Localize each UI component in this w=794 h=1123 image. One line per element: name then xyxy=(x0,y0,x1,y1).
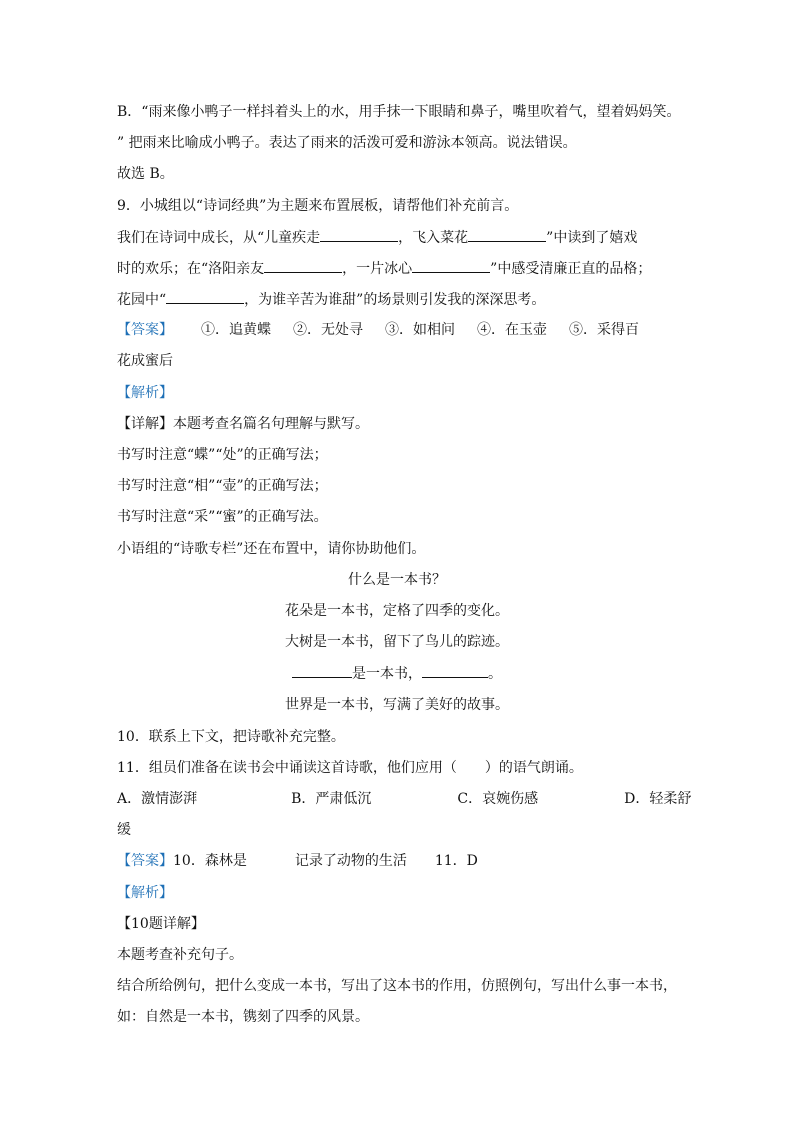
detail-heading: 【10题详解】 xyxy=(117,916,205,932)
option-d: D．轻柔舒 xyxy=(624,791,692,807)
answer-9: 【答案】 ①．追黄蝶 ②．无处寻 ③．如相问 ④．在玉壶 ⑤．采得百 xyxy=(117,322,639,338)
detail-line: 如：自然是一本书，镌刻了四季的风景。 xyxy=(117,1009,369,1025)
options-line xyxy=(117,789,691,809)
paragraph-line: 故选 B。 xyxy=(117,166,174,182)
answer-blank xyxy=(468,227,546,242)
answer-9-cont: 花成蜜后 xyxy=(117,353,173,369)
detail-line: 本题考查补充句子。 xyxy=(117,947,243,963)
answer-blank xyxy=(292,663,352,678)
question-9-line-2: 时的欢乐；在“洛阳亲友 ，一片冰心 ”中感受清廉正直的品格； xyxy=(117,258,651,278)
question-10: 10．联系上下文，把诗歌补充完整。 xyxy=(117,729,345,745)
question-9-line-3: 花园中“ ，为谁辛苦为谁甜”的场景则引发我的深深思考。 xyxy=(117,289,545,309)
poem-line: 世界是一本书，写满了美好的故事。 xyxy=(285,697,509,713)
intro-line: 小语组的“诗歌专栏”还在布置中，请你协助他们。 xyxy=(117,541,426,557)
paragraph-line: ” 把雨来比喻成小鸭子。表达了雨来的活泼可爱和游泳本领高。说法错误。 xyxy=(117,135,577,151)
answer-10-11: 【答案】10．森林是 记录了动物的生活 11．D xyxy=(117,853,478,869)
detail-line: 【详解】本题考查名篇名句理解与默写。 xyxy=(117,416,369,432)
analysis-tag: 【解析】 xyxy=(117,885,173,901)
detail-line: 结合所给例句，把什么变成一本书，写出了这本书的作用，仿照例句，写出什么事一本书， xyxy=(117,978,677,994)
answer-blank xyxy=(264,258,342,273)
option-a: A．激情澎湃 xyxy=(117,791,198,807)
question-11: 11．组员们准备在读书会中诵读这首诗歌，他们应用（ ）的语气朗诵。 xyxy=(117,760,583,776)
answer-blank xyxy=(320,227,398,242)
answer-blank xyxy=(166,289,244,304)
poem-line-blank: 是一本书， 。 xyxy=(117,663,677,683)
poem-title: 什么是一本书？ xyxy=(348,572,446,588)
option-b: B．严肃低沉 xyxy=(291,791,372,807)
option-d-cont: 缓 xyxy=(117,822,131,838)
poem-line: 花朵是一本书，定格了四季的变化。 xyxy=(285,603,509,619)
analysis-tag: 【解析】 xyxy=(117,385,173,401)
option-c: C．哀婉伤感 xyxy=(457,791,539,807)
answer-blank xyxy=(412,258,490,273)
poem-line: 大树是一本书，留下了鸟儿的踪迹。 xyxy=(285,634,509,650)
answer-tag: 【答案】 xyxy=(117,853,173,869)
writing-note: 书写时注意“蝶”“处”的正确写法； xyxy=(117,447,328,463)
writing-note: 书写时注意“相”“壶”的正确写法； xyxy=(117,478,328,494)
answer-tag: 【答案】 xyxy=(117,322,173,338)
writing-note: 书写时注意“采”“蜜”的正确写法。 xyxy=(117,509,328,525)
question-9: 9．小城组以“诗词经典”为主题来布置展板，请帮他们补充前言。 xyxy=(117,198,519,214)
question-9-line-1: 我们在诗词中成长，从“儿童疾走 ，飞入菜花 ”中读到了嬉戏 xyxy=(117,227,637,247)
paragraph-line: B．“雨来像小鸭子一样抖着头上的水，用手抹一下眼睛和鼻子，嘴里吹着气，望着妈妈笑。 xyxy=(117,104,681,120)
answer-blank xyxy=(422,663,488,678)
